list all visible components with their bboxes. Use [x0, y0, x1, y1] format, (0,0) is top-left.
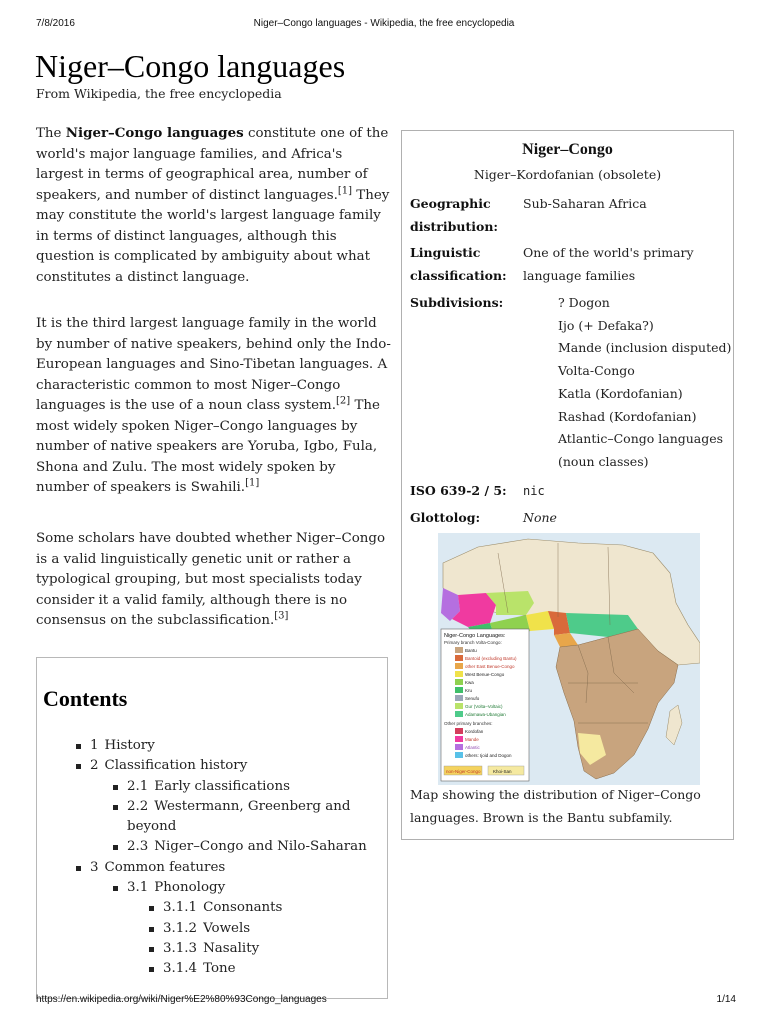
distribution-map[interactable] — [438, 533, 700, 785]
legend-label-non-nc: non-Niger-Congo — [446, 769, 481, 774]
subdivisions-label: Subdivisions: — [410, 295, 504, 310]
legend-label-bantu: Bantu — [465, 648, 477, 653]
bullet-icon — [113, 805, 118, 810]
paragraph-3 — [36, 529, 392, 632]
paragraph-1 — [36, 123, 392, 288]
subdivision-item[interactable]: Ijo (+ Defaka?) — [558, 317, 654, 333]
legend-swatch-bantu — [455, 647, 463, 653]
legend-swatch-kwa — [455, 679, 463, 685]
toc-item-history[interactable]: 1 History — [60, 736, 380, 756]
iso-label: ISO 639-2 / 5: — [410, 483, 507, 498]
page-title: Niger–Congo languages — [35, 48, 346, 84]
legend-swatch-others — [455, 752, 463, 758]
bullet-icon — [113, 845, 118, 850]
legend-label-kordofan: Kordofan — [465, 729, 484, 734]
legend-other-title: Other primary branches: — [444, 721, 493, 726]
legend-label-mande: Mande — [465, 737, 479, 742]
bullet-icon — [76, 764, 81, 769]
legend-swatch-mande — [455, 736, 463, 742]
bullet-icon — [149, 927, 154, 932]
linguistic-value[interactable]: One of the world's primary language families — [523, 245, 694, 283]
subdivision-item[interactable]: Volta-Congo — [558, 363, 635, 379]
p2-text-a: It is the third largest language family in the world by number of native speakers, behind only the Indo-European languages and Sino-Tibetan languages. A characteristic common to most Niger–Congo languages is the use of a noun class system. — [36, 316, 391, 413]
bullet-icon — [149, 906, 154, 911]
legend-swatch-kordofan — [455, 728, 463, 734]
citation-2[interactable]: [2] — [336, 395, 351, 407]
bullet-icon — [76, 744, 81, 749]
subdivision-item[interactable]: ? Dogon — [558, 295, 610, 310]
p1-bold-term: Niger–Congo languages — [65, 125, 244, 141]
geo-label: Geographic distribution: — [410, 196, 499, 234]
p1-lead: The — [36, 126, 66, 141]
legend-swatch-gur — [455, 703, 463, 709]
iso-value: nic — [523, 484, 545, 498]
citation-1b[interactable]: [1] — [245, 477, 260, 489]
linguistic-label: Linguistic classification: — [410, 245, 507, 283]
toc-item-classification-history[interactable]: 2 Classification history — [60, 756, 380, 776]
legend-label-kwa: Kwa — [465, 680, 474, 685]
print-date: 7/8/2016 — [36, 18, 75, 29]
glottolog-value: None — [523, 510, 557, 525]
toc-item-vowels[interactable]: 3.1.2 Vowels — [60, 919, 380, 939]
print-page-number: 1/14 — [716, 994, 736, 1005]
legend-label-adamawa: Adamawa-Ubangian — [465, 712, 506, 717]
bullet-icon — [113, 785, 118, 790]
legend-label-east-benue: other East Benue-Congo — [465, 664, 515, 669]
bullet-icon — [149, 967, 154, 972]
toc-item-westermann-greenberg[interactable]: 2.2 Westermann, Greenberg and beyond — [60, 797, 380, 838]
legend-label-kru: Kru — [465, 688, 473, 693]
legend-label-khoisan: Khoi-San — [493, 769, 512, 774]
legend-subtitle: Primary branch Volta-Congo: — [444, 640, 502, 645]
legend-swatch-west-benue — [455, 671, 463, 677]
map-caption: Map showing the distribution of Niger–Congo languages. Brown is the Bantu subfamily. — [410, 787, 701, 825]
legend-label-atlantic: Atlantic — [465, 745, 480, 750]
toc-item-common-features[interactable]: 3 Common features — [60, 858, 380, 878]
legend-label-gur: Gur (Volta–Voltaic) — [465, 704, 503, 709]
legend-label-others: others: Ijoid and Dogon — [465, 753, 512, 758]
citation-1[interactable]: [1] — [337, 185, 353, 197]
subdivision-item[interactable]: Atlantic–Congo languages — [558, 431, 724, 447]
geo-value[interactable]: Sub-Saharan Africa — [523, 196, 647, 211]
toc-list — [60, 736, 380, 980]
toc-item-tone[interactable]: 3.1.4 Tone — [60, 959, 380, 979]
legend-label-senufo: Senufo — [465, 696, 480, 701]
p1-text-a: constitute one of the world's major language families, and Africa's largest in terms of geographical area, number of speakers, and number of distinct languages. — [36, 126, 389, 203]
toc-item-nilo-saharan[interactable]: 2.3 Niger–Congo and Nilo-Saharan — [60, 837, 380, 857]
infobox-subtitle: Niger–Kordofanian (obsolete) — [473, 167, 662, 182]
page-subtitle: From Wikipedia, the free encyclopedia — [36, 86, 282, 101]
infobox — [401, 130, 734, 840]
print-url: https://en.wikipedia.org/wiki/Niger%E2%80%93Congo_languages — [36, 994, 327, 1005]
p2-text-b: The most widely spoken Niger–Congo languages by number of native speakers are Yoruba, Igbo, Fula, Shona and Zulu. The most widely spoken by number of speakers is Swahili. — [36, 398, 380, 495]
bullet-icon — [149, 947, 154, 952]
infobox-title: Niger–Congo — [522, 141, 613, 158]
glottolog-label: Glottolog: — [410, 510, 481, 525]
subdivision-item[interactable]: Katla (Kordofanian) — [558, 385, 683, 401]
subdivision-item[interactable]: Rashad (Kordofanian) — [558, 408, 697, 424]
toc-title: Contents — [43, 686, 128, 711]
legend-label-bantoid: Bantoid (excluding Bantu) — [465, 656, 517, 661]
toc-item-nasality[interactable]: 3.1.3 Nasality — [60, 939, 380, 959]
toc-item-consonants[interactable]: 3.1.1 Consonants — [60, 898, 380, 918]
subdivision-item: (noun classes) — [558, 453, 649, 469]
subdivision-item[interactable]: Mande (inclusion disputed) — [558, 340, 732, 356]
print-page-title: Niger–Congo languages - Wikipedia, the free encyclopedia — [253, 18, 515, 29]
p3-text-a: Some scholars have doubted whether Niger–Congo is a valid linguistically genetic unit or rather a typological grouping, but most specialists today consider it a valid family, although there is no consensus on the subclassification. — [36, 531, 386, 628]
subdivisions-list — [558, 292, 730, 474]
toc-item-early-classifications[interactable]: 2.1 Early classifications — [60, 777, 380, 797]
p1-text-b: They may constitute the world's largest language family in terms of distinct languages, although this question is complicated by ambiguity about what constitutes a distinct language. — [36, 187, 390, 285]
legend-swatch-east-benue — [455, 663, 463, 669]
toc-item-phonology[interactable]: 3.1 Phonology — [60, 878, 380, 898]
legend-swatch-bantoid — [455, 655, 463, 661]
table-of-contents — [36, 657, 388, 999]
paragraph-2 — [36, 314, 392, 499]
legend-swatch-atlantic — [455, 744, 463, 750]
legend-title: Niger-Congo Languages: — [444, 633, 506, 639]
bullet-icon — [76, 866, 81, 871]
legend-label-west-benue: West Benue-Congo — [465, 672, 505, 677]
bullet-icon — [113, 886, 118, 891]
legend-swatch-adamawa — [455, 711, 463, 717]
legend-swatch-senufo — [455, 695, 463, 701]
citation-3[interactable]: [3] — [274, 610, 289, 622]
legend-swatch-kru — [455, 687, 463, 693]
